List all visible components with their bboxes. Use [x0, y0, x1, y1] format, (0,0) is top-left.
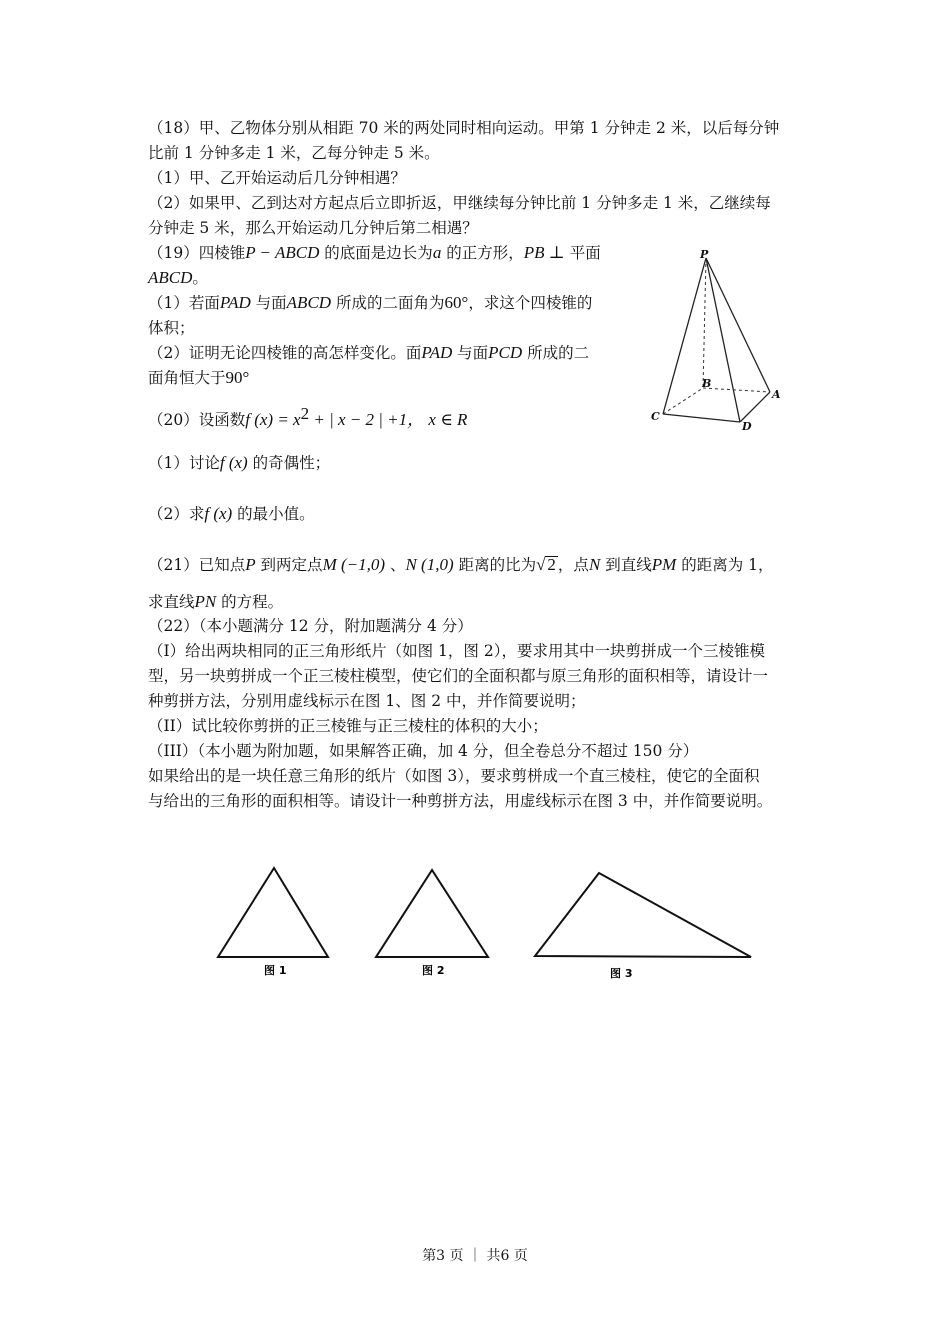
q18-line-3: （1）甲、乙开始运动后几分钟相遇？ [148, 169, 406, 187]
q19-line-5: （2）证明无论四棱锥的高怎样变化。面PAD 与面PCD 所成的二 [148, 343, 590, 362]
q18-line-2: 比前 1 分钟多走 1 米，乙每分钟走 5 米。 [148, 144, 440, 162]
label-p: P [700, 248, 709, 261]
figure-1-label: 图 1 [264, 964, 287, 977]
q22-line-3: 型，另一块剪拼成一个正三棱柱模型，使它们的全面积都与原三角形的面积相等，请设计一 [148, 667, 769, 685]
q19-line-2: ABCD。 [148, 268, 208, 287]
q22-line-4: 种剪拼方法，分别用虚线标示在图 1、图 2 中，并作简要说明； [148, 692, 586, 710]
triangle-fig-3 [535, 873, 751, 957]
q18-line-1: （18）甲、乙物体分别从相距 70 米的两处同时相向运动。甲第 1 分钟走 2 米，以后每分钟 [148, 119, 780, 137]
q22-line-8: 与给出的三角形的面积相等。请设计一种剪拼方法，用虚线标示在图 3 中，并作简要说明。 [148, 792, 773, 810]
q19-line-3: （1）若面PAD 与面ABCD 所成的二面角为60°，求这个四棱锥的 [148, 293, 593, 312]
q20-line-1: （20）设函数f $(x) = x^2$ + | x − 2 | +1， x ∈ R [148, 404, 468, 430]
edge-pa [706, 258, 770, 392]
triangle-fig-2 [376, 870, 488, 957]
triangle-figures [210, 860, 770, 990]
q22-line-5: （II）试比较你剪拼的正三棱锥与正三棱柱的体积的大小； [148, 717, 548, 735]
q18-line-4: （2）如果甲、乙到达对方起点后立即折返，甲继续每分钟比前 1 分钟多走 1 米，乙继续每 [148, 194, 771, 212]
figure-2-label: 图 2 [422, 964, 445, 977]
q18-line-5: 分钟走 5 米，那么开始运动几分钟后第二相遇？ [148, 219, 478, 237]
pyramid-figure [648, 246, 788, 436]
edge-pd [706, 258, 740, 422]
q19-line-1: （19）四棱锥P − ABCD 的底面是边长为a 的正方形，PB ⊥ 平面 [148, 243, 601, 262]
q22-line-2: （I）给出两块相同的正三角形纸片（如图 1，图 2），要求用其中一块剪拼成一个三棱锥模 [148, 642, 765, 660]
q19-line-6: 面角恒大于90° [148, 368, 250, 387]
q22-line-7: 如果给出的是一块任意三角形的纸片（如图 3），要求剪栟成一个直三棱柱，使它的全面积 [148, 767, 760, 785]
q20-line-3: （2）求f (x) 的最小值。 [148, 504, 315, 523]
label-a: A [772, 388, 781, 401]
label-d: D [742, 420, 752, 433]
q22-line-1: （22）（本小题满分 12 分，附加题满分 4 分） [148, 617, 473, 635]
edge-cd [663, 414, 740, 422]
edge-ba-hidden [703, 388, 770, 392]
edge-da [740, 392, 770, 422]
q20-line-2: （1）讨论f (x) 的奇偶性； [148, 453, 331, 472]
q21-line-1: （21）已知点P 到两定点M (−1,0) 、N (1,0) 距离的比为√ 2 ，点N 到直线PM 的距离为 1， [148, 555, 774, 574]
page-footer: 第3 页 ｜ 共6 页 [422, 1248, 528, 1264]
q19-line-4: 体积； [148, 319, 195, 337]
q21-line-2: 求直线PN 的方程。 [148, 592, 284, 611]
edge-pb-hidden [703, 258, 706, 388]
q22-line-6: （III）（本小题为附加题，如果解答正确，加 4 分，但全卷总分不超过 150 分） [148, 742, 699, 760]
label-c: C [651, 410, 660, 423]
triangle-fig-1 [218, 868, 328, 957]
figure-3-label: 图 3 [610, 967, 633, 980]
label-b: B [702, 377, 712, 390]
